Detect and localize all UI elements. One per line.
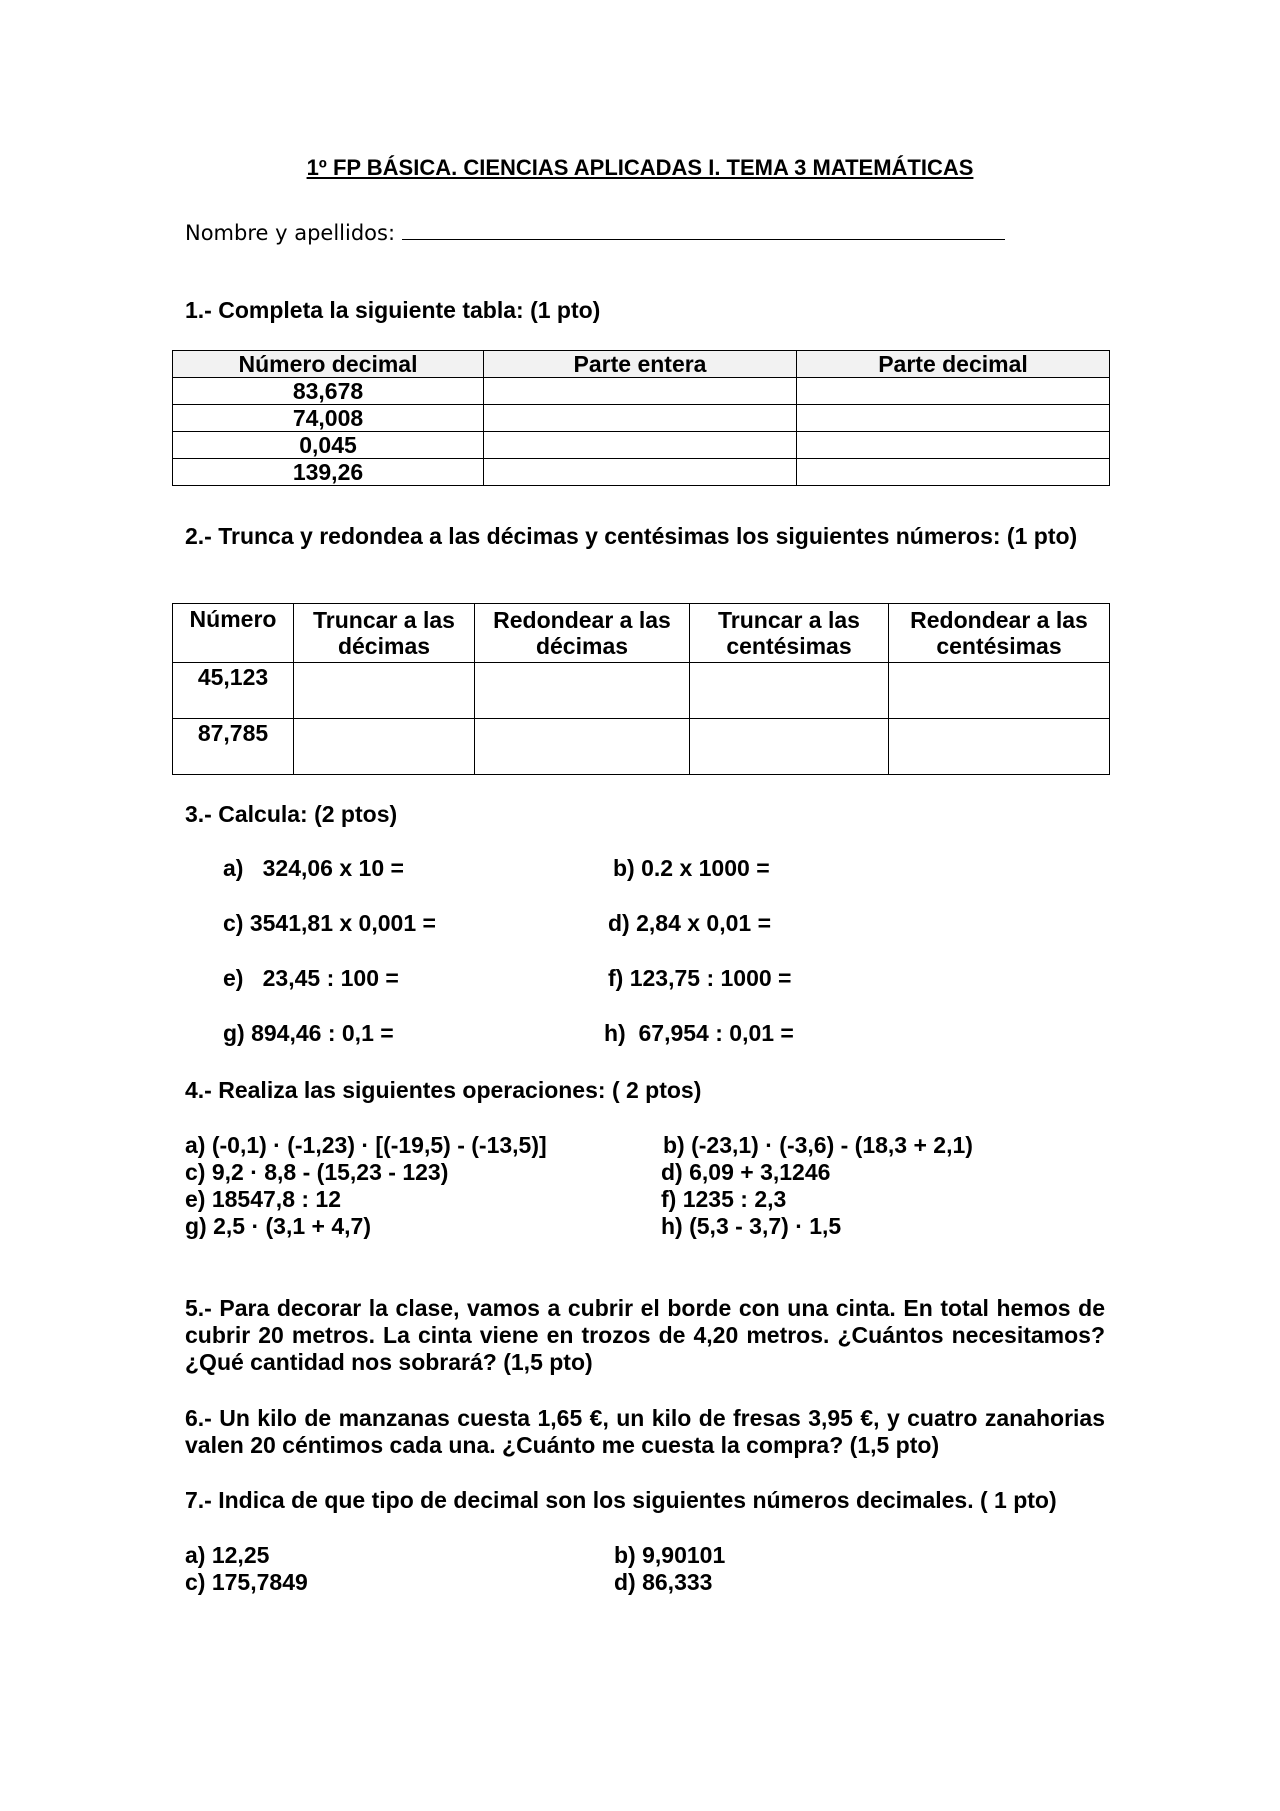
q2-cell-answer[interactable]: [690, 663, 889, 719]
q7-item-a: a) 12,25: [185, 1542, 270, 1568]
q7-item-d: d) 86,333: [614, 1569, 713, 1595]
name-label: Nombre y apellidos:: [185, 221, 396, 245]
q2-cell-number: 45,123: [173, 663, 294, 719]
name-blank-line: [402, 221, 1005, 240]
q1-header-decimal-part: Parte decimal: [797, 351, 1110, 378]
q2-table: [172, 603, 1110, 775]
q1-header-decimal: Número decimal: [173, 351, 484, 378]
q3-item-e: e) 23,45 : 100 =: [223, 965, 399, 991]
q4-item-f: f) 1235 : 2,3: [661, 1186, 787, 1212]
q2-cell-answer[interactable]: [475, 663, 690, 719]
q1-cell-number: 0,045: [173, 432, 484, 459]
q1-cell-number: 74,008: [173, 405, 484, 432]
q3-item-f: f) 123,75 : 1000 =: [608, 965, 792, 991]
q2-header-truncar-centesimas: Truncar a las centésimas: [690, 604, 889, 663]
q1-cell-decimal[interactable]: [797, 378, 1110, 405]
q1-cell-entera[interactable]: [484, 432, 797, 459]
q1-table: [172, 350, 1110, 486]
q2-cell-answer[interactable]: [690, 719, 889, 775]
q4-item-d: d) 6,09 + 3,1246: [661, 1159, 831, 1185]
q2-heading: 2.- Trunca y redondea a las décimas y centésimas los siguientes números: (1 pto): [185, 523, 1078, 549]
table-row: [173, 432, 1110, 459]
q4-heading: 4.- Realiza las siguientes operaciones: ( 2 ptos): [185, 1077, 702, 1103]
table-row: [173, 663, 1110, 719]
q1-cell-number: 83,678: [173, 378, 484, 405]
q2-cell-answer[interactable]: [889, 663, 1110, 719]
q2-header-redondear-decimas: Redondear a las décimas: [475, 604, 690, 663]
q3-item-d: d) 2,84 x 0,01 =: [608, 910, 772, 936]
q7-item-c: c) 175,7849: [185, 1569, 308, 1595]
q2-header-redondear-centesimas: Redondear a las centésimas: [889, 604, 1110, 663]
q3-item-b: b) 0.2 x 1000 =: [613, 855, 770, 881]
table-row: [173, 405, 1110, 432]
name-field: [185, 221, 1005, 245]
q1-cell-decimal[interactable]: [797, 459, 1110, 486]
q1-cell-entera[interactable]: [484, 405, 797, 432]
q2-cell-number: 87,785: [173, 719, 294, 775]
q4-item-c: c) 9,2 · 8,8 - (15,23 - 123): [185, 1159, 449, 1185]
q7-item-b: b) 9,90101: [614, 1542, 726, 1568]
table-row: [173, 378, 1110, 405]
q1-cell-decimal[interactable]: [797, 405, 1110, 432]
q3-item-a: a) 324,06 x 10 =: [223, 855, 404, 881]
q3-heading: 3.- Calcula: (2 ptos): [185, 801, 398, 827]
q3-item-g: g) 894,46 : 0,1 =: [223, 1020, 394, 1046]
q4-item-g: g) 2,5 · (3,1 + 4,7): [185, 1213, 371, 1239]
table-row: [173, 459, 1110, 486]
q5-text: 5.- Para decorar la clase, vamos a cubrir el borde con una cinta. En total hemos de cubrir 20 metros. La cinta viene en trozos de 4,20 metros. ¿Cuántos necesitamos? ¿Qué cantidad nos sobrará? (1,5 pto): [185, 1295, 1105, 1375]
q3-item-h: h) 67,954 : 0,01 =: [604, 1020, 794, 1046]
q3-item-c: c) 3541,81 x 0,001 =: [223, 910, 436, 936]
q1-heading: 1.- Completa la siguiente tabla: (1 pto): [185, 297, 601, 323]
table-row: [173, 719, 1110, 775]
q2-header-numero: Número: [173, 604, 294, 663]
q1-cell-entera[interactable]: [484, 378, 797, 405]
q2-cell-answer[interactable]: [294, 719, 475, 775]
q2-cell-answer[interactable]: [294, 663, 475, 719]
q1-cell-number: 139,26: [173, 459, 484, 486]
q1-cell-entera[interactable]: [484, 459, 797, 486]
q4-item-h: h) (5,3 - 3,7) · 1,5: [661, 1213, 842, 1239]
q6-text: 6.- Un kilo de manzanas cuesta 1,65 €, un kilo de fresas 3,95 €, y cuatro zanahorias valen 20 céntimos cada una. ¿Cuánto me cuesta la compra? (1,5 pto): [185, 1405, 1105, 1458]
q4-item-b: b) (-23,1) · (-3,6) - (18,3 + 2,1): [663, 1132, 973, 1158]
q1-header-entera: Parte entera: [484, 351, 797, 378]
q7-heading: 7.- Indica de que tipo de decimal son los siguientes números decimales. ( 1 pto): [185, 1487, 1057, 1513]
q4-item-e: e) 18547,8 : 12: [185, 1186, 342, 1212]
q1-cell-decimal[interactable]: [797, 432, 1110, 459]
q2-cell-answer[interactable]: [889, 719, 1110, 775]
q2-header-truncar-decimas: Truncar a las décimas: [294, 604, 475, 663]
page-title: 1º FP BÁSICA. CIENCIAS APLICADAS I. TEMA 3 MATEMÁTICAS: [306, 155, 974, 180]
q2-cell-answer[interactable]: [475, 719, 690, 775]
q4-item-a: a) (-0,1) · (-1,23) · [(-19,5) - (-13,5)]: [185, 1132, 547, 1158]
